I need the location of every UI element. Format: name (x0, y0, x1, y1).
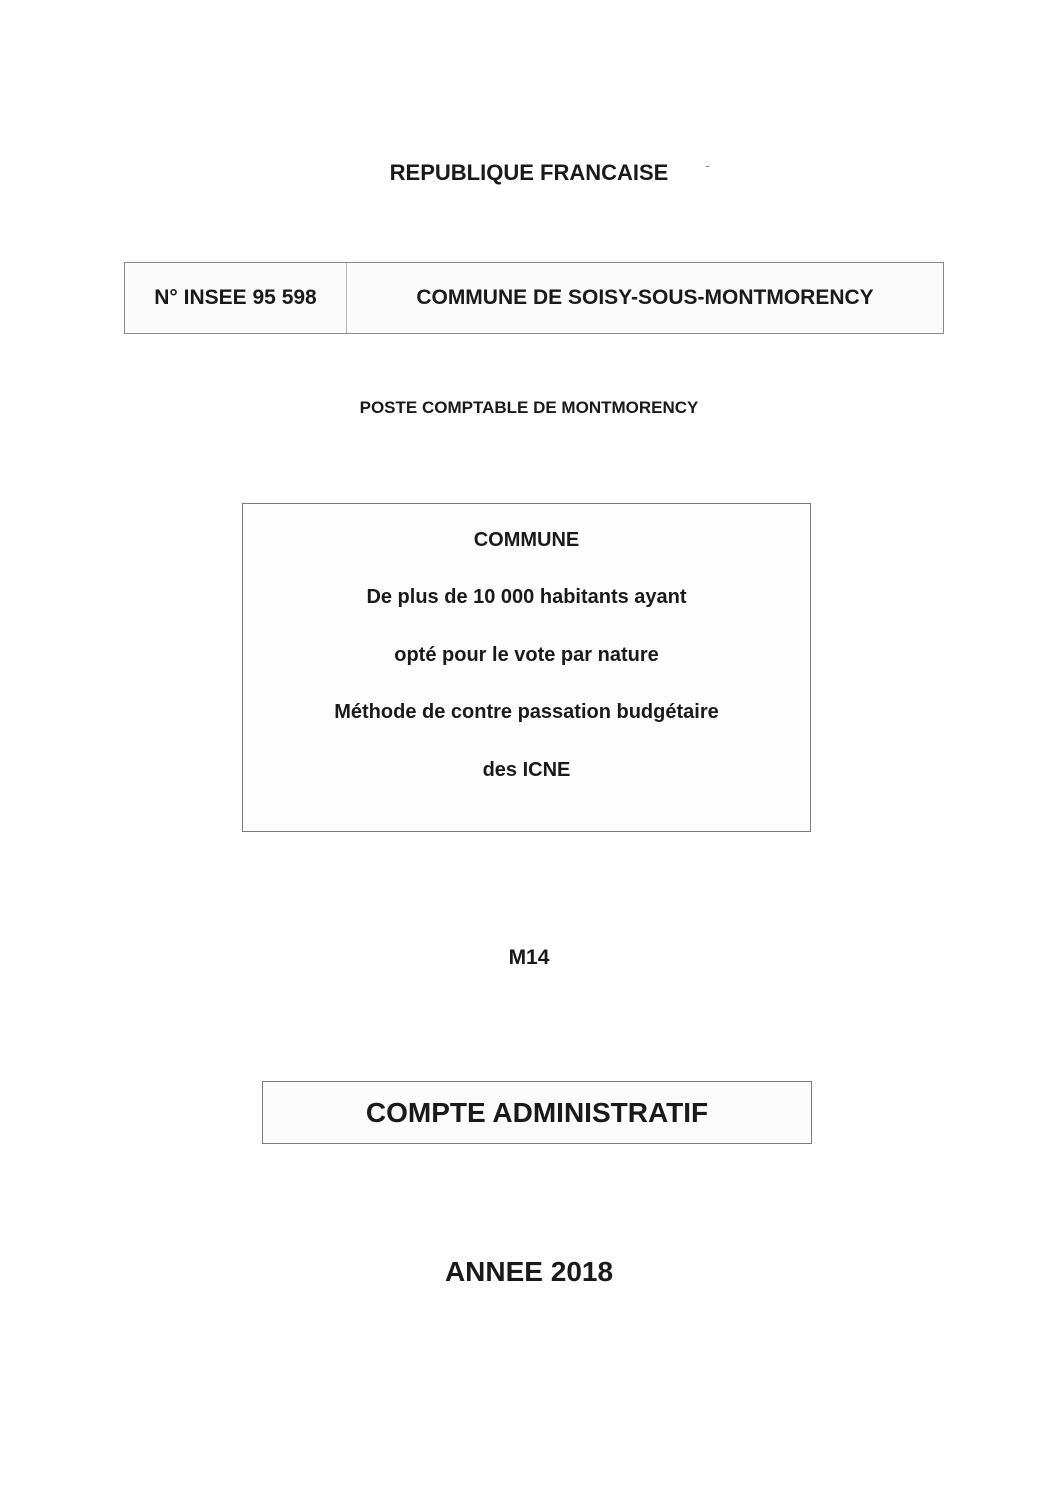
scan-speck (706, 166, 709, 167)
box-line-methode: Méthode de contre passation budgétaire (334, 701, 719, 723)
insee-number: N° INSEE 95 598 (125, 263, 347, 333)
republique-heading (0, 160, 1058, 186)
year-label: ANNEE 2018 (444, 1256, 614, 1287)
box-line-commune: COMMUNE (473, 529, 580, 551)
box-line-icne: des ICNE (482, 759, 571, 781)
box-line-habitants: De plus de 10 000 habitants ayant (366, 586, 687, 608)
commune-description-box (242, 503, 811, 832)
document-title: COMPTE ADMINISTRATIF (365, 1096, 709, 1128)
republique-text: REPUBLIQUE FRANCAISE (389, 160, 669, 185)
identification-table (124, 262, 944, 334)
nomenclature-label: M14 (508, 946, 550, 969)
document-title-box (262, 1081, 812, 1144)
box-line-vote: opté pour le vote par nature (394, 644, 659, 666)
poste-comptable: POSTE COMPTABLE DE MONTMORENCY (359, 398, 699, 417)
commune-name: COMMUNE DE SOISY-SOUS-MONTMORENCY (416, 286, 874, 309)
